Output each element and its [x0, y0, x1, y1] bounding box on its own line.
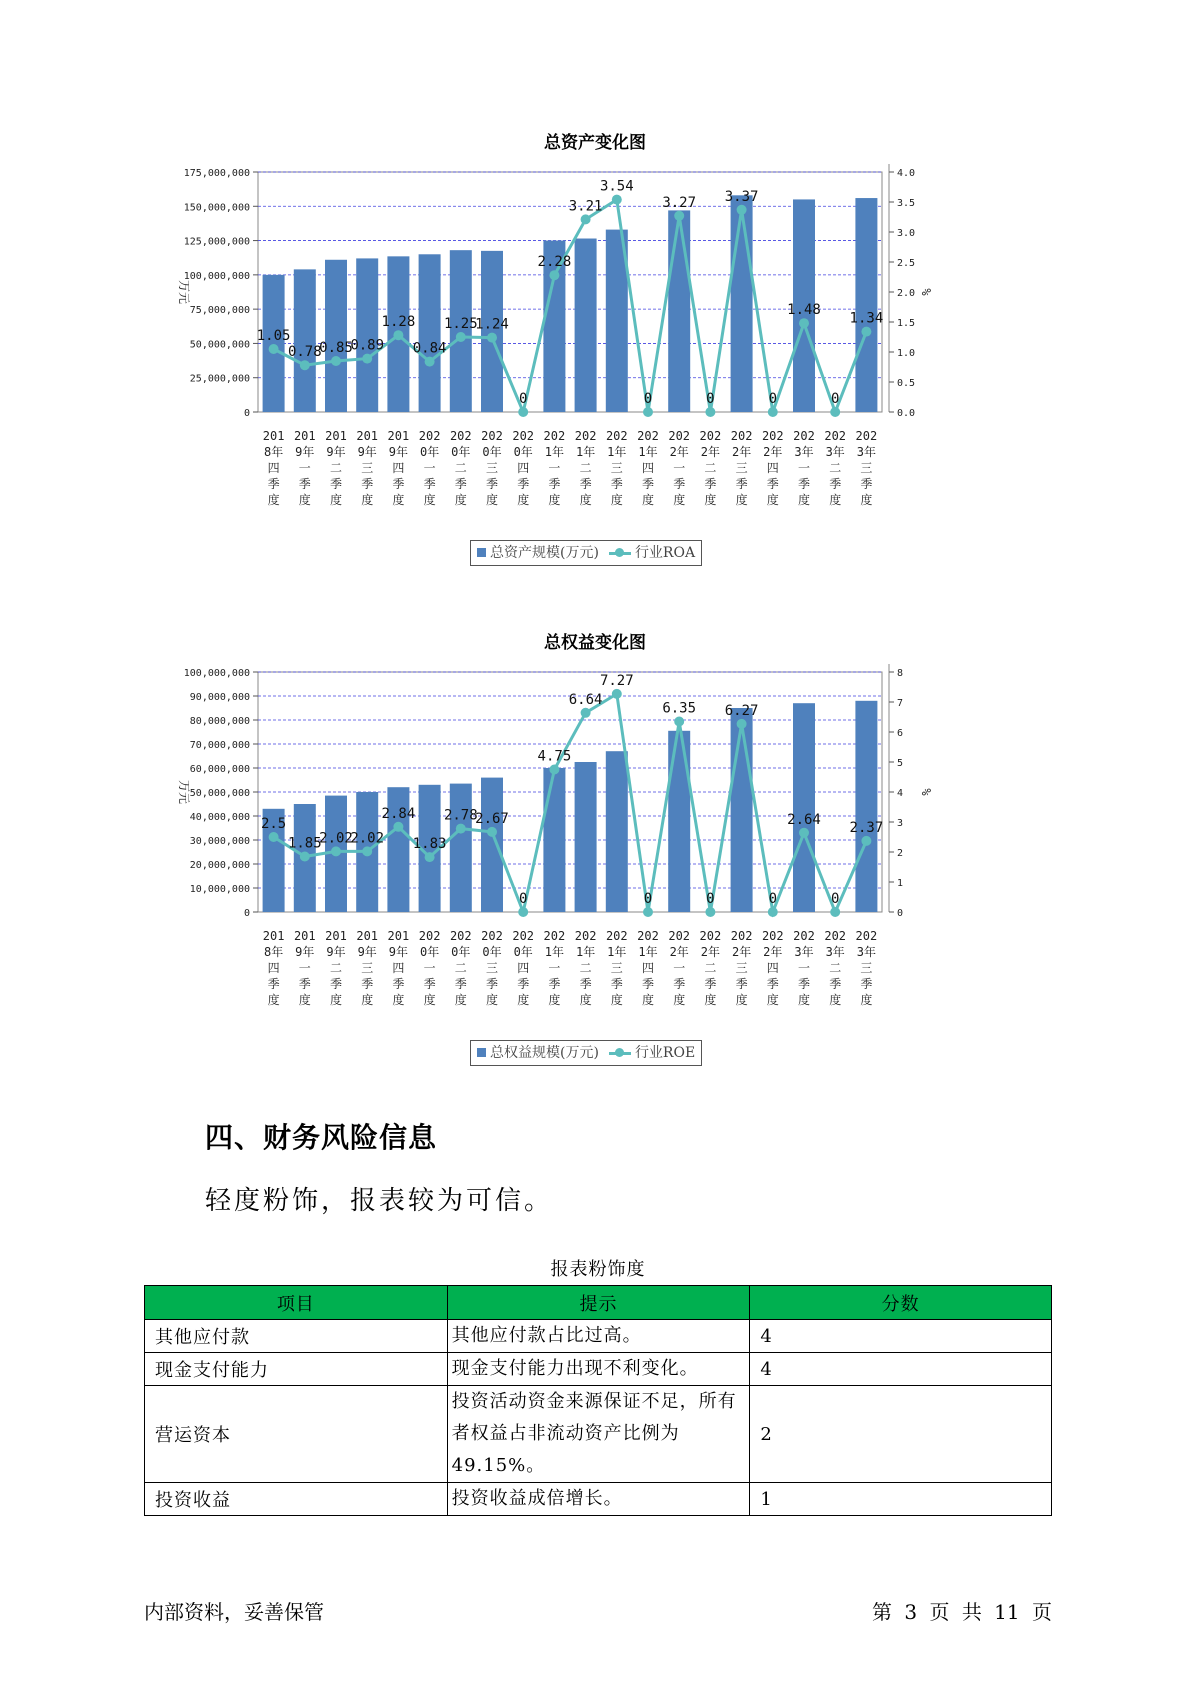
- line-point: [362, 354, 372, 364]
- y-tick-label: 20,000,000: [189, 860, 250, 871]
- line-point: [518, 907, 528, 917]
- y2-tick-label: 7: [897, 698, 904, 709]
- x-tick-label: 202 0年三季度: [481, 929, 503, 1007]
- x-tick-label: 202 2年四季度: [761, 929, 784, 1007]
- line-point: [581, 708, 591, 718]
- data-label: 4.75: [537, 748, 572, 765]
- x-tick-label: 202 3年三季度: [855, 929, 878, 1007]
- line-point: [549, 270, 559, 280]
- y-tick-label: 50,000,000: [189, 788, 250, 799]
- x-tick-label: 202 2年二季度: [699, 429, 722, 507]
- chart-legend: [470, 540, 702, 566]
- bar: [606, 751, 628, 912]
- y2-tick-label: 1.5: [897, 318, 916, 329]
- data-label: 2.84: [381, 805, 416, 822]
- total-equity-chart-svg: [170, 658, 1020, 1078]
- bar: [731, 708, 753, 912]
- data-label: 3.27: [662, 194, 697, 211]
- x-tick-label: 202 1年二季度: [574, 929, 597, 1007]
- y-tick-label: 60,000,000: [189, 764, 250, 775]
- y2-axis-label: %: [919, 288, 933, 296]
- section-heading: 四、财务风险信息: [205, 1121, 438, 1154]
- x-tick-label: 202 3年二季度: [824, 929, 847, 1007]
- y-tick-label: 100,000,000: [183, 270, 250, 282]
- bar: [450, 784, 472, 912]
- bar-legend-swatch: [477, 548, 486, 557]
- bar: [793, 703, 815, 912]
- line-point: [861, 836, 871, 846]
- line-point: [799, 828, 809, 838]
- y-axis-label: 万元: [177, 279, 191, 305]
- line-point: [269, 832, 279, 842]
- line-point: [331, 356, 341, 366]
- x-tick-label: 201 9年一季度: [293, 429, 316, 507]
- x-tick-label: 202 0年二季度: [449, 929, 472, 1007]
- y2-tick-label: 0.5: [897, 378, 916, 389]
- y-tick-label: 150,000,000: [183, 202, 250, 214]
- line-point: [518, 407, 528, 417]
- row-item: 营运资本: [145, 1386, 448, 1483]
- x-tick-label: 202 2年三季度: [730, 429, 753, 507]
- line-point: [487, 333, 497, 343]
- line-legend-swatch: [609, 1052, 631, 1055]
- data-label: 6.27: [724, 702, 759, 719]
- data-label: 0: [706, 391, 715, 407]
- legend-bar-label: 总权益规模(万元): [490, 1045, 599, 1061]
- line-point: [643, 907, 653, 917]
- line-point: [612, 689, 622, 699]
- table-header-row: [145, 1286, 1052, 1320]
- bar: [575, 762, 597, 912]
- row-hint: 投资活动资金来源保证不足，所有者权益占非流动资产比例为49.15%。: [447, 1386, 750, 1483]
- bar: [325, 260, 347, 412]
- table-caption: 报表粉饰度: [550, 1259, 646, 1280]
- y-axis-label: 万元: [177, 779, 191, 805]
- y2-tick-label: 2.0: [897, 288, 916, 299]
- data-label: 1.05: [256, 328, 291, 344]
- row-hint: 现金支付能力出现不利变化。: [447, 1353, 750, 1386]
- data-label: 0.78: [287, 344, 322, 361]
- data-label: 3.21: [568, 198, 603, 215]
- table-row: [145, 1386, 1052, 1483]
- bar: [855, 198, 877, 412]
- y-tick-label: 0: [243, 908, 250, 919]
- bar: [294, 269, 316, 412]
- x-tick-label: 202 1年四季度: [637, 429, 659, 507]
- line-point: [768, 907, 778, 917]
- bar-legend-swatch: [477, 1048, 486, 1057]
- row-score: 4: [750, 1320, 1052, 1353]
- x-tick-label: 202 1年二季度: [574, 429, 597, 507]
- y-tick-label: 30,000,000: [189, 836, 250, 847]
- data-label: 1.48: [787, 302, 821, 319]
- y-tick-label: 90,000,000: [189, 692, 250, 703]
- y2-tick-label: 8: [897, 668, 904, 679]
- y-tick-label: 70,000,000: [189, 740, 250, 751]
- row-item: 投资收益: [145, 1483, 448, 1516]
- y-tick-label: 175,000,000: [183, 168, 250, 179]
- y2-tick-label: 2: [897, 848, 904, 859]
- bar: [419, 254, 441, 412]
- legend-line-label: 行业ROA: [634, 545, 696, 561]
- y2-tick-label: 4.0: [897, 168, 916, 179]
- y-tick-label: 75,000,000: [189, 305, 250, 317]
- data-label: 0: [768, 891, 778, 907]
- x-tick-label: 201 9年三季度: [356, 429, 379, 507]
- x-tick-label: 202 1年一季度: [543, 429, 566, 507]
- x-tick-label: 201 9年四季度: [387, 929, 410, 1007]
- line-point: [331, 846, 341, 856]
- y2-tick-label: 0.0: [897, 408, 916, 419]
- chart-legend: [470, 1040, 702, 1066]
- row-score: 4: [750, 1353, 1052, 1386]
- data-label: 0: [643, 891, 653, 907]
- data-label: 2.02: [350, 830, 385, 847]
- line-point: [393, 822, 403, 832]
- y-tick-label: 40,000,000: [189, 812, 250, 823]
- line-point: [674, 717, 684, 727]
- data-label: 0: [830, 891, 840, 907]
- header-item: 项目: [145, 1286, 448, 1320]
- total-assets-chart-svg: [170, 158, 1020, 578]
- data-label: 2.02: [319, 830, 353, 847]
- bar: [668, 210, 690, 412]
- bar: [543, 768, 565, 912]
- x-tick-label: 202 2年三季度: [730, 929, 753, 1007]
- table-row: [145, 1353, 1052, 1386]
- chart-title: 总权益变化图: [544, 633, 646, 653]
- y2-tick-label: 3.0: [897, 228, 916, 239]
- data-label: 0.85: [319, 340, 353, 356]
- row-score: 2: [750, 1386, 1052, 1483]
- data-label: 0: [643, 391, 653, 407]
- data-label: 1.34: [849, 310, 884, 327]
- row-score: 1: [750, 1483, 1052, 1516]
- header-score: 分数: [750, 1286, 1052, 1320]
- line-point: [456, 332, 466, 342]
- y-tick-label: 125,000,000: [183, 236, 250, 248]
- line-point: [861, 327, 871, 337]
- y2-tick-label: 1.0: [897, 348, 916, 359]
- data-label: 0: [830, 391, 840, 407]
- data-label: 0: [518, 891, 528, 907]
- x-tick-label: 202 3年一季度: [793, 929, 815, 1007]
- total-assets-chart: [170, 128, 1020, 578]
- line-legend-swatch: [609, 552, 631, 555]
- y2-tick-label: 0: [897, 908, 904, 919]
- page-number: 第 3 页 共 11 页: [872, 1600, 1052, 1624]
- data-label: 1.25: [443, 316, 478, 332]
- bar: [855, 701, 877, 912]
- data-label: 0.84: [412, 340, 447, 357]
- line-point: [300, 852, 310, 862]
- x-tick-label: 201 9年二季度: [325, 929, 347, 1007]
- line-point: [300, 360, 310, 370]
- line-point: [425, 852, 435, 862]
- data-label: 6.35: [662, 700, 697, 717]
- data-label: 3.54: [599, 178, 634, 195]
- y2-axis-label: %: [919, 788, 933, 796]
- x-tick-label: 201 8年四季度: [262, 929, 285, 1007]
- x-tick-label: 202 2年二季度: [699, 929, 722, 1007]
- x-tick-label: 202 1年四季度: [637, 929, 659, 1007]
- line-point: [425, 357, 435, 367]
- data-label: 2.78: [443, 807, 478, 824]
- table-row: [145, 1483, 1052, 1516]
- x-tick-label: 201 9年二季度: [325, 429, 347, 507]
- y2-tick-label: 3: [897, 818, 904, 829]
- risk-table: [144, 1285, 1052, 1516]
- y-tick-label: 50,000,000: [189, 339, 250, 351]
- data-label: 1.85: [287, 835, 322, 852]
- x-tick-label: 202 2年四季度: [761, 429, 784, 507]
- data-label: 0.89: [350, 337, 385, 354]
- bar: [731, 195, 753, 412]
- y2-tick-label: 5: [897, 758, 904, 769]
- y2-tick-label: 1: [897, 878, 904, 889]
- x-tick-label: 202 3年二季度: [824, 429, 847, 507]
- x-tick-label: 202 1年三季度: [605, 429, 628, 507]
- bar: [668, 731, 690, 912]
- data-label: 2.5: [260, 816, 287, 832]
- data-label: 0: [768, 391, 778, 407]
- x-tick-label: 202 0年三季度: [481, 429, 503, 507]
- line-point: [269, 344, 279, 354]
- line-point: [456, 824, 466, 834]
- y-tick-label: 100,000,000: [183, 668, 250, 679]
- data-label: 2.64: [787, 811, 821, 828]
- data-label: 6.64: [568, 691, 603, 708]
- x-tick-label: 202 0年一季度: [418, 429, 441, 507]
- legend-line-label: 行业ROE: [634, 1045, 696, 1061]
- line-point: [768, 407, 778, 417]
- y-tick-label: 25,000,000: [189, 373, 250, 385]
- x-tick-label: 202 0年二季度: [449, 429, 472, 507]
- data-label: 2.67: [475, 810, 509, 827]
- line-point: [830, 407, 840, 417]
- line-point: [705, 907, 715, 917]
- line-point: [737, 719, 747, 729]
- data-label: 1.24: [475, 316, 509, 333]
- data-label: 2.28: [537, 254, 572, 271]
- line-point: [612, 195, 622, 205]
- line-point: [362, 846, 372, 856]
- y-tick-label: 80,000,000: [189, 716, 250, 727]
- header-hint: 提示: [447, 1286, 750, 1320]
- x-tick-label: 202 1年三季度: [605, 929, 628, 1007]
- data-label: 1.28: [381, 314, 416, 331]
- y2-tick-label: 4: [897, 788, 904, 799]
- x-tick-label: 201 9年三季度: [356, 929, 379, 1007]
- y2-tick-label: 6: [897, 728, 904, 739]
- y-tick-label: 10,000,000: [189, 884, 250, 895]
- line-point: [643, 407, 653, 417]
- x-tick-label: 202 0年四季度: [512, 929, 535, 1007]
- x-tick-label: 202 2年一季度: [668, 929, 691, 1007]
- line-point: [487, 827, 497, 837]
- x-tick-label: 202 0年四季度: [512, 429, 535, 507]
- footer-note: 内部资料，妥善保管: [144, 1600, 324, 1624]
- x-tick-label: 201 8年四季度: [262, 429, 285, 507]
- data-label: 0: [518, 391, 528, 407]
- x-tick-label: 202 3年三季度: [855, 429, 878, 507]
- line-point: [581, 214, 591, 224]
- data-label: 0: [706, 891, 715, 907]
- x-tick-label: 202 0年一季度: [418, 929, 441, 1007]
- bar: [481, 778, 503, 912]
- data-label: 2.37: [849, 819, 884, 836]
- table-row: [145, 1320, 1052, 1353]
- bar: [356, 258, 378, 412]
- y2-tick-label: 2.5: [897, 258, 916, 269]
- x-tick-label: 202 1年一季度: [543, 929, 566, 1007]
- total-equity-chart: [170, 628, 1020, 1078]
- row-item: 其他应付款: [145, 1320, 448, 1353]
- y-tick-label: 0: [243, 408, 250, 419]
- line-point: [393, 330, 403, 340]
- line-point: [737, 205, 747, 215]
- line-point: [674, 211, 684, 221]
- legend-bar-label: 总资产规模(万元): [490, 545, 599, 561]
- row-hint: 投资收益成倍增长。: [447, 1483, 750, 1516]
- section-body: 轻度粉饰，报表较为可信。: [205, 1186, 554, 1216]
- y2-tick-label: 3.5: [897, 198, 916, 209]
- data-label: 7.27: [599, 672, 634, 689]
- data-label: 3.37: [724, 188, 759, 205]
- line-point: [549, 765, 559, 775]
- row-hint: 其他应付款占比过高。: [447, 1320, 750, 1353]
- line-point: [830, 907, 840, 917]
- x-tick-label: 202 2年一季度: [668, 429, 691, 507]
- data-label: 1.83: [412, 836, 447, 853]
- x-tick-label: 201 9年四季度: [387, 429, 410, 507]
- x-tick-label: 202 3年一季度: [793, 429, 815, 507]
- chart-title: 总资产变化图: [544, 133, 646, 153]
- x-tick-label: 201 9年一季度: [293, 929, 316, 1007]
- line-point: [799, 318, 809, 328]
- line-point: [705, 407, 715, 417]
- row-item: 现金支付能力: [145, 1353, 448, 1386]
- bar: [575, 239, 597, 412]
